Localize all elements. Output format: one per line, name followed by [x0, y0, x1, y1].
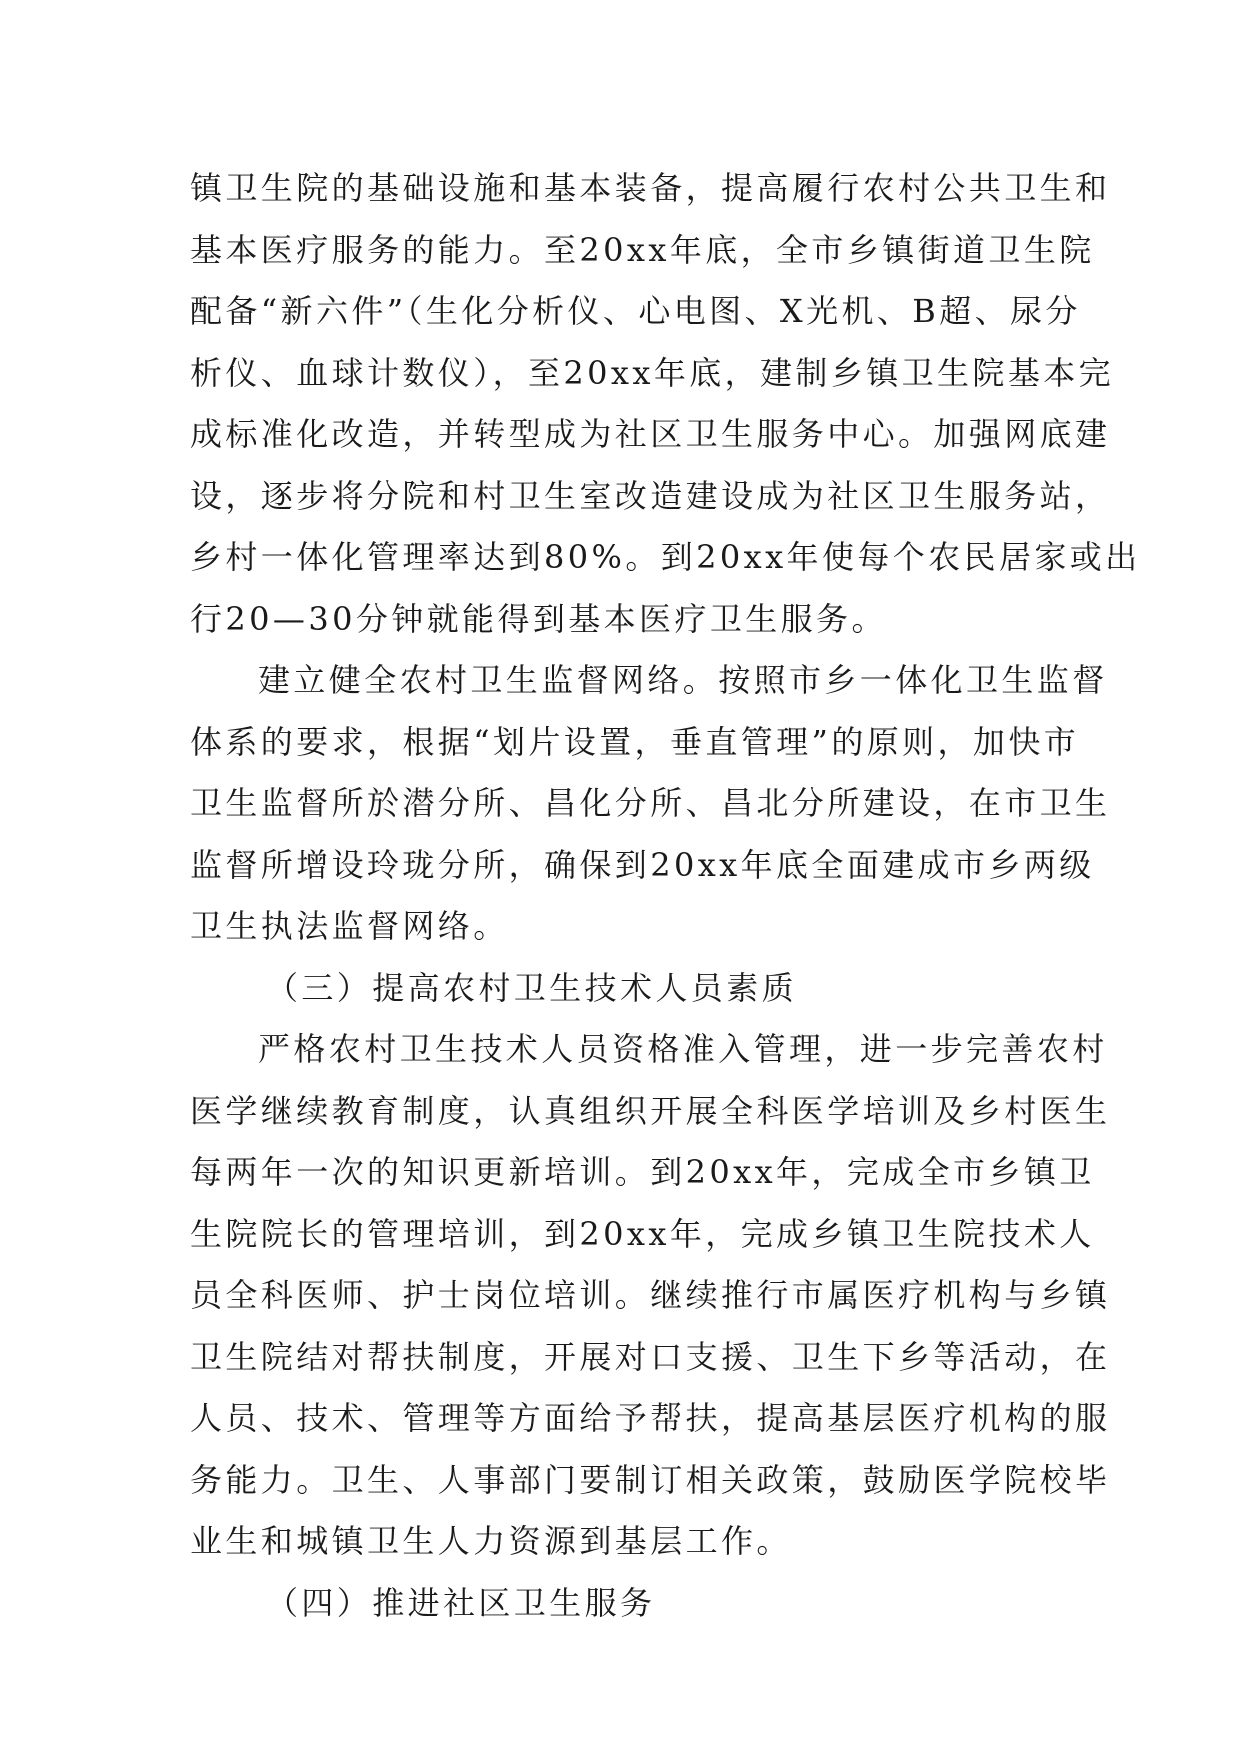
- body-text-line: 员全科医师、护士岗位培训。继续推行市属医疗机构与乡镇: [190, 1276, 1111, 1314]
- body-text-line: 生院院长的管理培训，到20xx年，完成乡镇卫生院技术人: [190, 1214, 1095, 1253]
- body-text-line: 监督所增设玲珑分所，确保到20xx年底全面建成市乡两级: [190, 845, 1095, 884]
- document-body: [190, 158, 1141, 1634]
- body-text-line: 卫生监督所於潜分所、昌化分所、昌北分所建设，在市卫生: [190, 784, 1111, 822]
- section-heading: （四）推进社区卫生服务: [266, 1583, 656, 1622]
- body-text-line: 镇卫生院的基础设施和基本装备，提高履行农村公共卫生和: [190, 169, 1111, 207]
- body-text-line: 业生和城镇卫生人力资源到基层工作。: [190, 1522, 792, 1560]
- body-text-line: 析仪、血球计数仪），至20xx年底，建制乡镇卫生院基本完: [190, 353, 1115, 392]
- body-text-line: 务能力。卫生、人事部门要制订相关政策，鼓励医学院校毕: [190, 1460, 1111, 1499]
- body-text-line: 配备“新六件”（生化分析仪、心电图、X光机、B超、尿分: [190, 292, 1081, 330]
- body-text-line: 医学继续教育制度，认真组织开展全科医学培训及乡村医生: [190, 1091, 1111, 1130]
- paragraph-first-line: 严格农村卫生技术人员资格准入管理，进一步完善农村: [258, 1030, 1108, 1068]
- body-text-line: 人员、技术、管理等方面给予帮扶，提高基层医疗机构的服: [190, 1399, 1111, 1437]
- body-text-line: 成标准化改造，并转型成为社区卫生服务中心。加强网底建: [190, 415, 1111, 453]
- paragraph-first-line: 建立健全农村卫生监督网络。按照市乡一体化卫生监督: [258, 661, 1108, 699]
- body-text-line: 设，逐步将分院和村卫生室改造建设成为社区卫生服务站，: [190, 476, 1111, 515]
- section-heading: （三）提高农村卫生技术人员素质: [266, 968, 798, 1007]
- body-text-line: 行20—30分钟就能得到基本医疗卫生服务。: [190, 599, 887, 638]
- body-text-line: 每两年一次的知识更新培训。到20xx年，完成全市乡镇卫: [190, 1153, 1095, 1191]
- body-text-line: 基本医疗服务的能力。至20xx年底，全市乡镇街道卫生院: [190, 230, 1095, 269]
- body-text-line: 体系的要求，根据“划片设置，垂直管理”的原则，加快市: [190, 722, 1080, 761]
- body-text-line: 乡村一体化管理率达到80%。到20xx年使每个农民居家或出: [190, 538, 1141, 576]
- body-text-line: 卫生执法监督网络。: [190, 907, 509, 945]
- body-text-line: 卫生院结对帮扶制度，开展对口支援、卫生下乡等活动，在: [190, 1337, 1111, 1376]
